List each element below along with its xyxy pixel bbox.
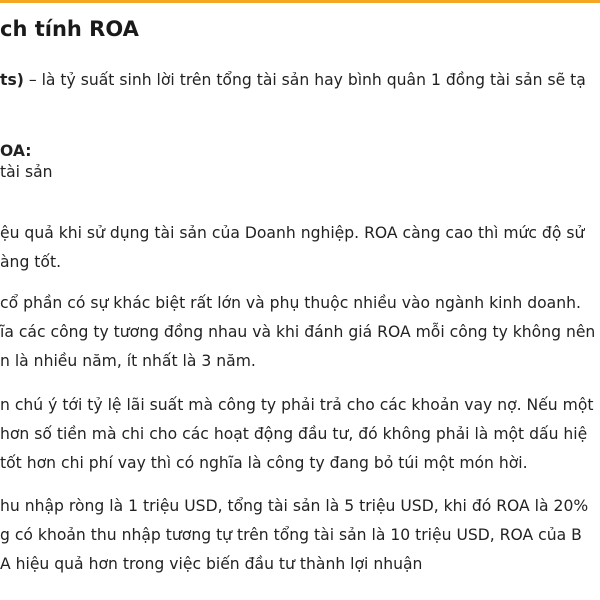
top-accent-bar [0, 0, 600, 3]
paragraph-4-line-2: g có khoản thu nhập tương tự trên tổng tài sản là 10 triệu USD, ROA của B [0, 526, 582, 544]
formula-label: OA: [0, 142, 32, 160]
paragraph-2-line-1: cổ phần có sự khác biệt rất lớn và phụ thuộc nhiều vào ngành kinh doanh. [0, 294, 581, 312]
definition-text: – là tỷ suất sinh lời trên tổng tài sản hay bình quân 1 đồng tài sản sẽ tạ [23, 71, 586, 89]
paragraph-3-line-3: tốt hơn chi phí vay thì có nghĩa là công ty đang bỏ túi một món hời. [0, 454, 528, 472]
paragraph-4-line-1: hu nhập ròng là 1 triệu USD, tổng tài sản là 5 triệu USD, khi đó ROA là 20% [0, 497, 589, 515]
paragraph-1-line-2: àng tốt. [0, 253, 62, 271]
paragraph-3-line-1: n chú ý tới tỷ lệ lãi suất mà công ty phải trả cho các khoản vay nợ. Nếu một [0, 396, 594, 414]
definition-line [0, 70, 586, 90]
article-title: ch tính ROA [0, 17, 139, 41]
paragraph-2-line-2: ĩa các công ty tương đồng nhau và khi đánh giá ROA mỗi công ty không nên [0, 323, 596, 341]
paragraph-2-line-3: n là nhiều năm, ít nhất là 3 năm. [0, 352, 256, 370]
definition-term: ts) [0, 71, 24, 89]
formula-text: tài sản [0, 163, 53, 181]
paragraph-1-line-1: ệu quả khi sử dụng tài sản của Doanh nghiệp. ROA càng cao thì mức độ sử [0, 224, 585, 242]
paragraph-3-line-2: hơn số tiền mà chi cho các hoạt động đầu tư, đó không phải là một dấu hiệ [0, 425, 588, 443]
paragraph-4-line-3: A hiệu quả hơn trong việc biến đầu tư thành lợi nhuận [0, 555, 423, 573]
